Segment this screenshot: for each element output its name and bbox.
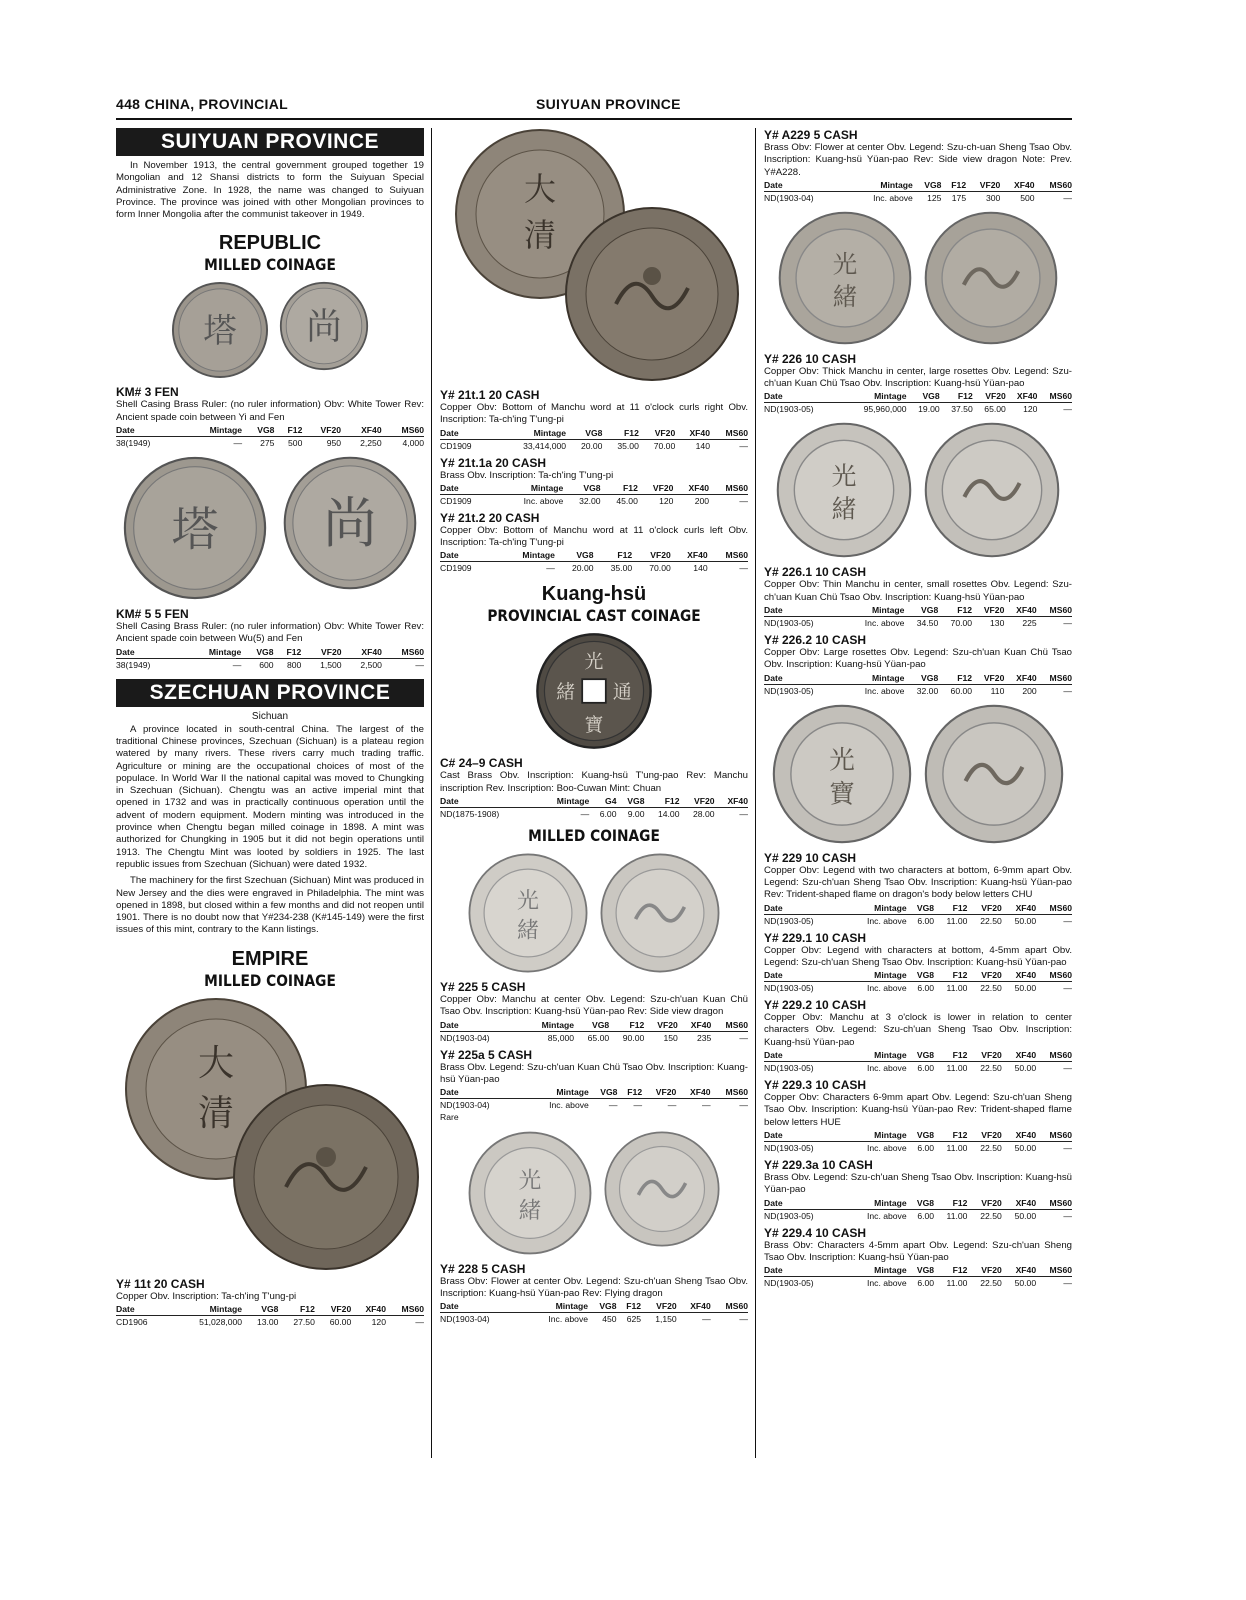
coin-description: Brass Obv. Inscription: Ta-ch'ing T'ung-pi <box>440 469 614 481</box>
era-heading: Kuang-hsü <box>541 583 647 606</box>
coin-glyph: 緒 <box>831 495 857 525</box>
coin-description: Shell Casing Brass Ruler: (no ruler information) Obv: White Tower Rev: Ancient spade coin between Yi and Fen <box>116 399 424 423</box>
table-header-row: Date Mintage VG8 F12 VF20 XF40 MS60 <box>440 482 748 493</box>
table-row: ND(1903-05) Inc. above 34.50 70.00 130 225 — <box>764 618 1072 629</box>
table-row: 38(1949) — 600 800 1,500 2,500 — <box>116 659 424 670</box>
price-table <box>764 1197 1072 1222</box>
section-banner: SUIYUAN PROVINCE <box>116 128 424 156</box>
province-alt-name: Sichuan <box>251 710 289 722</box>
coin-description: Copper Obv: Manchu at 3 o'clock is lower in relation to center characters Obv. Legend: Szu-ch'uan Sheng Tsao Obv. Inscription: Kuang-hsü Yüan-pao <box>764 1012 1072 1048</box>
coin-glyph: 寶 <box>584 714 604 737</box>
catalog-number: Y# 225 5 CASH <box>440 980 526 995</box>
price-table <box>440 1086 748 1111</box>
coin-reverse-image <box>603 1130 721 1248</box>
table-header-row: Date Mintage VG8 F12 VF20 XF40 MS60 <box>440 550 748 561</box>
coin-glyph: 光 <box>584 650 604 673</box>
page-number-section: 448 CHINA, PROVINCIAL <box>116 96 288 112</box>
coin-glyph: 光 <box>831 461 857 491</box>
coin-images <box>764 703 1072 845</box>
column-divider <box>755 128 756 1458</box>
column-divider <box>431 128 432 1458</box>
section-banner: SZECHUAN PROVINCE <box>116 679 424 707</box>
page-header <box>116 96 1072 120</box>
table-row: ND(1903-05) Inc. above 6.00 11.00 22.50 50.00 — <box>764 915 1072 926</box>
table-row: ND(1903-05) 95,960,000 19.00 37.50 65.00 120 — <box>764 404 1072 415</box>
coin-glyph: 光 <box>518 1167 542 1194</box>
coin-obverse-image <box>467 852 589 974</box>
coin-glyph: 清 <box>197 1092 235 1134</box>
era-heading: REPUBLIC <box>218 232 322 255</box>
table-row: CD1909 33,414,000 20.00 35.00 70.00 140 — <box>440 440 748 451</box>
table-row: ND(1875-1908) — 6.00 9.00 14.00 28.00 — <box>440 809 748 820</box>
coin-reverse-image <box>923 703 1065 845</box>
column-1 <box>116 128 424 1331</box>
coin-images <box>116 281 424 379</box>
coin-description: Copper Obv: Characters 6-9mm apart Obv. Legend: Szu-ch'uan Sheng Tsao Obv. Inscription: Kuang-hsü Yüan-pao Rev: Trident-shaped flame below letters HUE <box>764 1092 1072 1128</box>
coin-description: Copper Obv: Legend with two characters at bottom, 6-9mm apart Obv. Legend: Szu-ch'uan Sheng Tsao Obv. Inscription: Kuang-hsü Yüan-pao Rev: Trident-shaped flame on dragon's body below letters CHU <box>764 864 1072 901</box>
intro-text: The machinery for the first Szechuan (Sichuan) Mint was produced in New Jersey and the dies were engraved in Philadelphia. The mint was opened in 1898, but closed within a few months and did not reopen until 1901. There is no doubt now that Y#234-238 (K#145-149) were the first issues of this mint, contrary to the Kann listings. <box>116 875 424 936</box>
table-header-row: Date Mintage VG8 F12 VF20 XF40 MS60 <box>764 1050 1072 1061</box>
table-row: ND(1903-05) Inc. above 6.00 11.00 22.50 50.00 — <box>764 1142 1072 1153</box>
coin-glyph: 通 <box>612 681 632 704</box>
running-title: SUIYUAN PROVINCE <box>536 96 681 112</box>
table-row: CD1909 Inc. above 32.00 45.00 120 200 — <box>440 495 748 506</box>
coin-reverse-image <box>279 281 369 371</box>
coin-description: Brass Obv. Legend: Szu-ch'uan Kuan Chü Tsao Obv. Inscription: Kuang-hsü Yüan-pao <box>440 1061 748 1085</box>
coin-description: Copper Obv: Thin Manchu in center, small rosettes Obv. Legend: Szu-ch'uan Kuan Chü Tsao Obv. Inscription: Kuang-hsü Yüan-pao <box>764 579 1072 603</box>
price-table <box>764 902 1072 927</box>
table-row: ND(1903-04) Inc. above 450 625 1,150 — — <box>440 1314 748 1325</box>
price-table <box>764 672 1072 697</box>
table-header-row: Date Mintage G4 VG8 F12 VF20 XF40 <box>440 796 748 807</box>
table-header-row: Date Mintage VG8 F12 VF20 XF40 MS60 <box>764 1265 1072 1276</box>
coin-description: Brass Obv: Flower at center Obv. Legend: Szu-ch-uan Sheng Tsao Obv. Inscription: Kuang-hsü Yüan-pao Rev: Side view dragon Note: Prev. Y#A228. <box>764 142 1072 178</box>
coin-obverse-image <box>122 455 268 601</box>
coin-glyph: 尚 <box>322 492 378 556</box>
catalog-number: KM# 5 5 FEN <box>116 607 189 622</box>
catalog-number: Y# 226 10 CASH <box>764 351 857 366</box>
price-table <box>440 549 748 574</box>
coin-glyph: 緒 <box>832 282 858 312</box>
coinage-heading: MILLED COINAGE <box>528 826 660 846</box>
coin-glyph: 緒 <box>556 681 576 704</box>
coin-images <box>440 852 748 974</box>
price-table <box>440 1300 748 1325</box>
rarity-note: Rare <box>440 1112 459 1123</box>
coin-glyph: 緒 <box>518 1197 542 1224</box>
coin-obverse-image <box>775 421 913 559</box>
table-header-row: Date Mintage VG8 F12 VF20 XF40 MS60 <box>764 179 1072 190</box>
coin-description: Copper Obv: Legend with characters at bottom, 4-5mm apart Obv. Legend: Szu-ch'uan Sheng Tsao Obv. Inscription: Kuang-hsü Yüan-pao <box>764 944 1072 968</box>
price-table <box>764 969 1072 994</box>
coin-images <box>440 1130 748 1256</box>
catalog-number: Y# 229.3 10 CASH <box>764 1078 867 1093</box>
table-header-row: Date Mintage VG8 F12 VF20 XF40 MS60 <box>440 1301 748 1312</box>
coin-glyph: 光 <box>829 744 855 775</box>
coin-description: Brass Obv. Legend: Szu-ch'uan Sheng Tsao Obv. Inscription: Kuang-hsü Yüan-pao <box>764 1171 1072 1196</box>
coin-description: Shell Casing Brass Ruler: (no ruler information) Obv: White Tower Rev: Ancient spade coin between Wu(5) and Fen <box>116 621 424 645</box>
table-header-row: Date Mintage VG8 F12 VF20 XF40 MS60 <box>116 1304 424 1315</box>
coin-reverse-image <box>923 210 1059 346</box>
price-table <box>440 1019 748 1044</box>
table-row: ND(1903-05) Inc. above 6.00 11.00 22.50 50.00 — <box>764 1063 1072 1074</box>
catalog-number: KM# 3 FEN <box>116 385 179 400</box>
coin-obverse-image <box>467 1130 593 1256</box>
table-row: ND(1903-04) 85,000 65.00 90.00 150 235 — <box>440 1032 748 1043</box>
coin-pair-image <box>440 128 746 384</box>
coinage-heading: PROVINCIAL CAST COINAGE <box>487 606 701 626</box>
catalog-number: Y# 229.1 10 CASH <box>764 930 867 945</box>
coin-glyph: 塔 <box>171 503 219 558</box>
coin-images <box>116 455 424 601</box>
coin-reverse-image <box>282 455 418 591</box>
table-row: ND(1903-04) Inc. above 125 175 300 500 — <box>764 192 1072 203</box>
catalog-number: C# 24–9 CASH <box>440 756 523 771</box>
table-row: ND(1903-05) Inc. above 6.00 11.00 22.50 50.00 — <box>764 1278 1072 1289</box>
coin-reverse-image <box>599 852 721 974</box>
era-heading: EMPIRE <box>231 947 309 970</box>
coin-glyph: 尚 <box>305 307 343 349</box>
table-header-row: Date Mintage VG8 F12 VF20 XF40 MS60 <box>116 646 424 657</box>
coin-description: Copper Obv: Large rosettes Obv. Legend: Szu-ch'uan Kuan Chü Tsao Obv. Inscription: Kuang-hsü Yüan-pao <box>764 647 1072 671</box>
coin-glyph: 光 <box>832 249 858 279</box>
coin-description: Copper Obv: Bottom of Manchu word at 11 o'clock curls left Obv. Inscription: Ta-ch'ing T'ung-pi <box>440 524 748 549</box>
catalog-number: Y# 229 10 CASH <box>764 850 857 865</box>
table-header-row: Date Mintage VG8 F12 VF20 XF40 MS60 <box>440 427 748 438</box>
table-header-row: Date Mintage VG8 F12 VF20 XF40 MS60 <box>764 605 1072 616</box>
coin-glyph: 緒 <box>517 918 539 944</box>
catalog-number: Y# 229.4 10 CASH <box>764 1225 867 1240</box>
table-header-row: Date Mintage VG8 F12 VF20 XF40 MS60 <box>764 902 1072 913</box>
table-header-row: Date Mintage VG8 F12 VF20 XF40 MS60 <box>116 425 424 436</box>
coin-reverse-image <box>923 421 1061 559</box>
table-row: ND(1903-05) Inc. above 6.00 11.00 22.50 50.00 — <box>764 1210 1072 1221</box>
table-row: CD1909 — 20.00 35.00 70.00 140 — <box>440 563 748 574</box>
table-header-row: Date Mintage VG8 F12 VF20 XF40 MS60 <box>764 970 1072 981</box>
table-header-row: Date Mintage VG8 F12 VF20 XF40 MS60 <box>764 391 1072 402</box>
coinage-heading: MILLED COINAGE <box>204 970 336 990</box>
coinage-heading: MILLED COINAGE <box>204 255 336 275</box>
coin-description: Cast Brass Obv. Inscription: Kuang-hsü T'ung-pao Rev: Manchu inscription Rev. Inscription: Boo-Cuwan Mint: Chuan <box>440 770 748 794</box>
price-table <box>440 427 748 452</box>
table-header-row: Date Mintage VG8 F12 VF20 XF40 MS60 <box>764 1197 1072 1208</box>
coin-images <box>440 632 748 750</box>
table-row: ND(1903-04) Inc. above — — — — — <box>440 1100 748 1111</box>
catalog-number: Y# 226.2 10 CASH <box>764 633 867 648</box>
catalog-number: Y# 229.3a 10 CASH <box>764 1157 873 1172</box>
coin-description: Copper Obv: Bottom of Manchu word at 11 o'clock curls right Obv. Inscription: Ta-ch'ing T'ung-pi <box>440 402 748 426</box>
catalog-number: Y# 21t.2 20 CASH <box>440 510 540 525</box>
catalog-number: Y# 21t.1a 20 CASH <box>440 455 547 470</box>
table-row: ND(1903-05) Inc. above 32.00 60.00 110 200 — <box>764 685 1072 696</box>
intro-text: A province located in south-central China. The largest of the traditional Chinese provinces, Szechuan (Sichuan) is a plateau region watered by many rivers. These rivers carry much trading traffic. Agriculture or mining are the occupational choices of most of the populace. In World War II the national capital was moved to Chungking in Szechuan (Sichuan). Chengtu was an active imperial mint that opened in 1732 and was in practically continuous operation until the advent of modern equipment. Modern minting was introduced in the province when Chengtu began milled coinage in 1898. A mint was authorized for Chungking in 1905 but it did not begin operations until 1913. The Chengtu Mint was looted by soldiers in 1925. The last republic issues from Szechuan (Sichuan) were dated 1932. <box>116 723 424 870</box>
catalog-number: Y# 21t.1 20 CASH <box>440 388 540 402</box>
coin-obverse-image <box>171 281 269 379</box>
cast-coin-image <box>535 632 653 750</box>
price-table <box>764 1129 1072 1154</box>
coin-images <box>764 210 1072 346</box>
price-table <box>116 424 424 449</box>
catalog-number: Y# 226.1 10 CASH <box>764 565 867 580</box>
table-row: ND(1903-05) Inc. above 6.00 11.00 22.50 50.00 — <box>764 983 1072 994</box>
coin-glyph: 塔 <box>203 311 237 351</box>
price-table <box>116 1303 424 1328</box>
catalog-number: Y# 225a 5 CASH <box>440 1047 533 1062</box>
table-header-row: Date Mintage VG8 F12 VF20 XF40 MS60 <box>440 1087 748 1098</box>
coin-glyph: 大 <box>197 1042 235 1084</box>
coin-obverse-image <box>771 703 913 845</box>
catalog-number: Y# A229 5 CASH <box>764 128 858 142</box>
coin-description: Copper Obv: Thick Manchu in center, large rosettes Obv. Legend: Szu-ch'uan Kuan Chü Tsao Obv. Inscription: Kuang-hsü Yüan-pao <box>764 365 1072 390</box>
price-table <box>764 179 1072 204</box>
price-table <box>764 1049 1072 1074</box>
table-header-row: Date Mintage VG8 F12 VF20 XF40 MS60 <box>440 1019 748 1030</box>
coin-images <box>764 421 1072 559</box>
coin-glyph: 寶 <box>829 779 855 810</box>
coin-description: Brass Obv: Flower at center Obv. Legend: Szu-ch'uan Sheng Tsao Obv. Inscription: Kuang-hsü Yüan-pao Rev: Flying dragon <box>440 1275 748 1299</box>
table-header-row: Date Mintage VG8 F12 VF20 XF40 MS60 <box>764 672 1072 683</box>
table-header-row: Date Mintage VG8 F12 VF20 XF40 MS60 <box>764 1129 1072 1140</box>
coin-glyph: 光 <box>517 889 539 915</box>
coin-glyph: 清 <box>523 216 557 254</box>
table-row: CD1906 51,028,000 13.00 27.50 60.00 120 — <box>116 1317 424 1328</box>
catalog-number: Y# 228 5 CASH <box>440 1261 526 1276</box>
price-table <box>440 795 748 820</box>
coin-description: Copper Obv. Inscription: Ta-ch'ing T'ung-pi <box>116 1290 297 1302</box>
coin-description: Copper Obv: Manchu at center Obv. Legend: Szu-ch'uan Kuan Chü Tsao Obv. Inscription: Kuang-hsü Yüan-pao Rev: Side view dragon <box>440 994 748 1018</box>
coin-description: Brass Obv: Characters 4-5mm apart Obv. Legend: Szu-ch'uan Sheng Tsao Obv. Inscription: Kuang-hsü Yüan-pao <box>764 1239 1072 1263</box>
table-row: 38(1949) — 275 500 950 2,250 4,000 <box>116 438 424 449</box>
price-table <box>764 604 1072 629</box>
column-3 <box>764 128 1072 1292</box>
catalog-number: Y# 11t 20 CASH <box>116 1276 205 1291</box>
price-table <box>764 390 1072 415</box>
intro-text: In November 1913, the central government grouped together 19 Mongolian and 12 Shansi districts to form the Suiyuan Special Administrative Zone. In 1928, the name was changed to Suiyuan Province. The province was joined with other Mongolian provinces to form Inner Mongolia after the communist takeover in 1949. <box>116 160 424 221</box>
coin-pair-image <box>116 997 422 1273</box>
coin-obverse-image <box>777 210 913 346</box>
column-2 <box>440 128 748 1328</box>
price-table <box>440 482 748 507</box>
price-table <box>116 646 424 671</box>
catalog-number: Y# 229.2 10 CASH <box>764 998 867 1013</box>
coin-glyph: 大 <box>523 170 557 208</box>
price-table <box>764 1264 1072 1289</box>
